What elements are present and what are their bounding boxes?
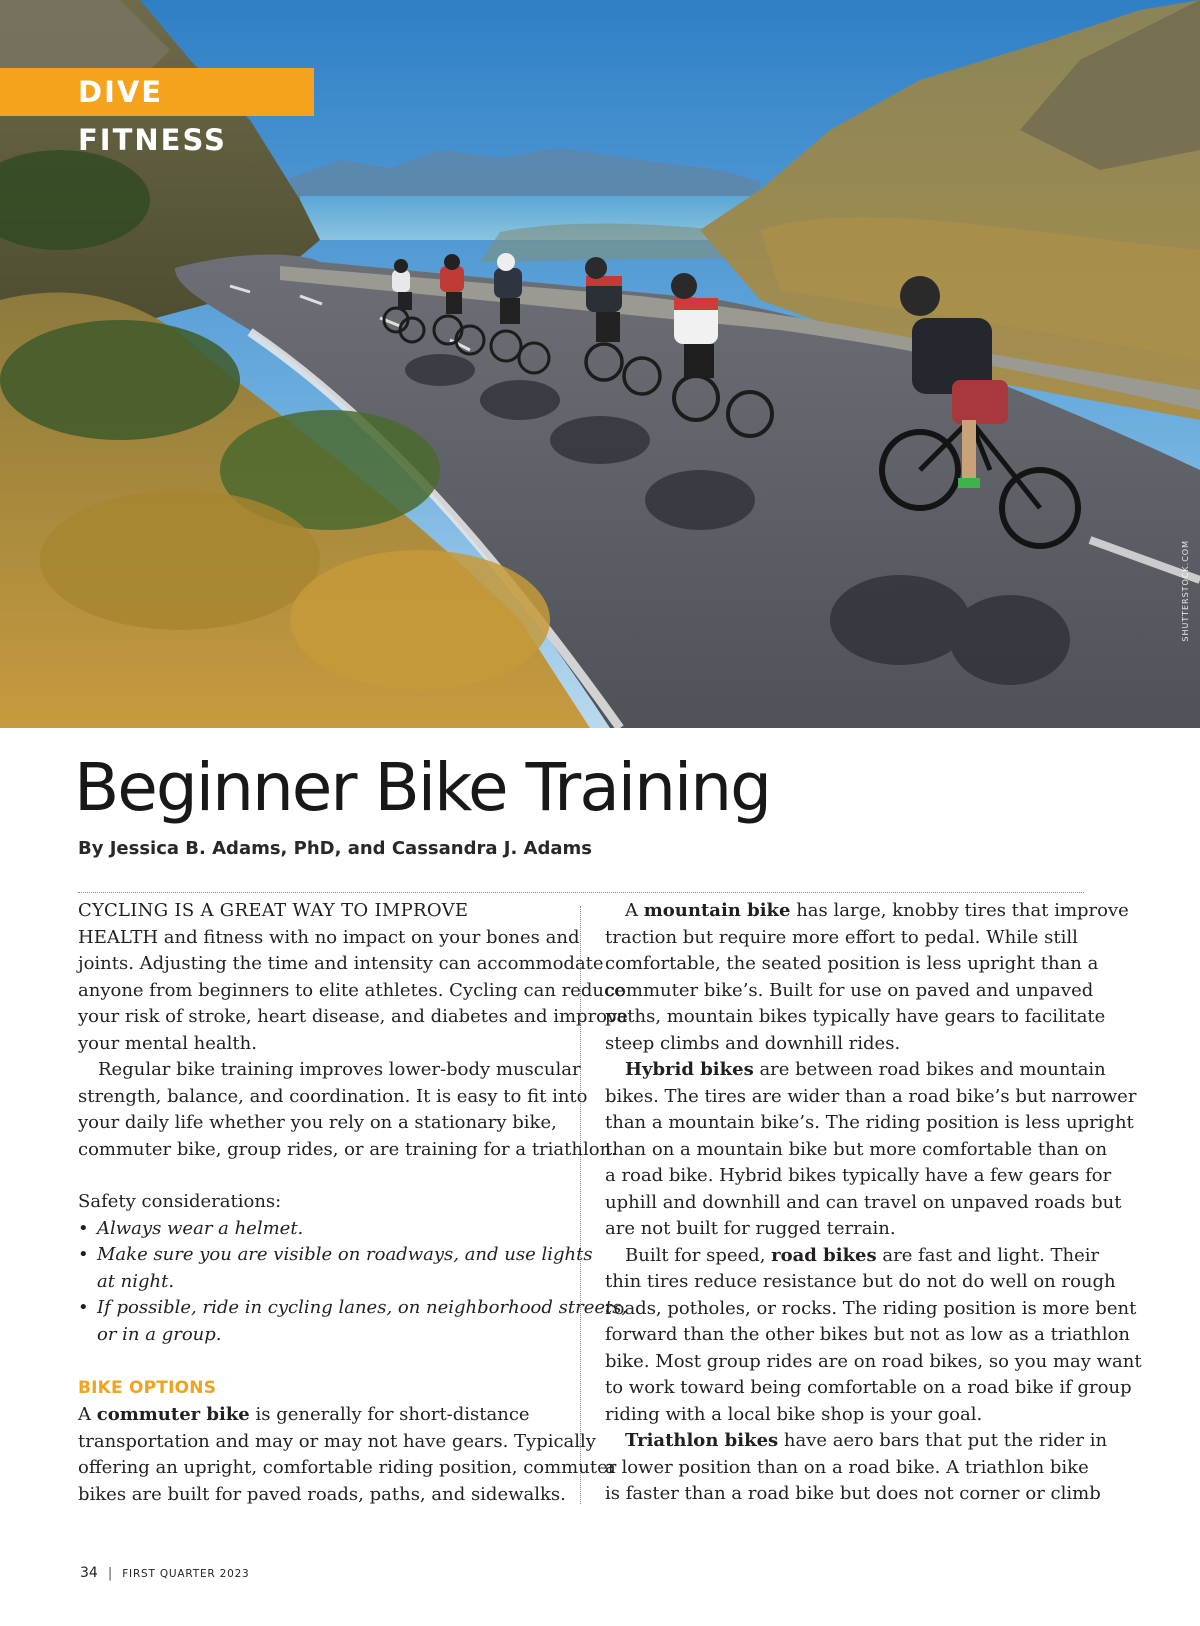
- safety-item: [78, 1295, 628, 1322]
- spacer: [78, 1348, 562, 1374]
- paragraph-line: [605, 1057, 1106, 1084]
- article-byline: By Jessica B. Adams, PhD, and Cassandra J. Adams: [78, 838, 592, 859]
- text-run: are fast and light. Their: [876, 1244, 1100, 1266]
- safety-item-text: at night.: [97, 1270, 175, 1292]
- paragraph-line: strength, balance, and coordination. It is easy to fit into: [78, 1085, 588, 1107]
- text-run: is generally for short-distance: [249, 1404, 530, 1425]
- safety-list: [78, 1216, 628, 1349]
- paragraph-line: paths, mountain bikes typically have gears to facilitate: [605, 1006, 1106, 1027]
- paragraph-line: a lower position than on a road bike. A triathlon bike: [605, 1456, 1089, 1478]
- text-run: A: [78, 1404, 97, 1425]
- paragraph-line: [78, 1402, 562, 1429]
- paragraph-line: commuter bike, group rides, or are training for a triathlon.: [78, 1138, 617, 1160]
- paragraph-line: uphill and downhill and can travel on unpaved roads but: [605, 1191, 1122, 1213]
- paragraph-line: roads, potholes, or rocks. The riding position is more bent: [605, 1297, 1137, 1319]
- paragraph-line: comfortable, the seated position is less upright than a: [605, 953, 1099, 974]
- paragraph-line: riding with a local bike shop is your goal.: [605, 1403, 983, 1425]
- term-commuter-bike: commuter bike: [96, 1404, 250, 1425]
- paragraph-line: thin tires reduce resistance but do not do well on rough: [605, 1271, 1116, 1292]
- page-footer: [80, 1562, 250, 1581]
- page-number: 34: [80, 1565, 98, 1581]
- text-run: Built for speed,: [625, 1244, 772, 1266]
- safety-label: Safety considerations:: [78, 1191, 282, 1212]
- intro-line: anyone from beginners to elite athletes. Cycling can reduce: [78, 979, 625, 1001]
- safety-item-text: or in a group.: [97, 1323, 222, 1345]
- text-run: are between road bikes and mountain: [753, 1059, 1106, 1080]
- paragraph-line: bikes are built for paved roads, paths, and sidewalks.: [78, 1483, 566, 1505]
- paragraph-line: than on a mountain bike but more comfortable than on: [605, 1138, 1108, 1160]
- paragraph-line: [605, 1243, 1100, 1270]
- intro-line: CYCLING IS A GREAT WAY TO IMPROVE: [78, 900, 469, 921]
- photo-credit: SHUTTERSTOCK.COM: [1181, 540, 1190, 642]
- issue-label: FIRST QUARTER 2023: [122, 1568, 250, 1580]
- paragraph-line: commuter bike’s. Built for use on paved and unpaved: [605, 979, 1094, 1001]
- safety-item-text: Make sure you are visible on roadways, and use lights: [97, 1244, 593, 1265]
- paragraph-line: [605, 898, 1129, 925]
- bullet-icon: •: [78, 1297, 89, 1318]
- right-column: [605, 898, 1142, 1508]
- paragraph-line: offering an upright, comfortable riding position, commuter: [78, 1457, 617, 1478]
- text-run: have aero bars that put the rider in: [778, 1430, 1108, 1451]
- text-run: A: [625, 900, 644, 921]
- paragraph-line: a road bike. Hybrid bikes typically have a few gears for: [605, 1165, 1112, 1186]
- intro-line: your mental health.: [78, 1032, 257, 1054]
- hero-photo: [0, 0, 1200, 728]
- spacer: [78, 1163, 562, 1189]
- paragraph-line: your daily life whether you rely on a stationary bike,: [78, 1112, 557, 1133]
- paragraph-line: to work toward being comfortable on a road bike if group: [605, 1377, 1132, 1398]
- text-run: has large, knobby tires that improve: [790, 900, 1129, 921]
- term-hybrid-bikes: Hybrid bikes: [625, 1059, 754, 1080]
- safety-item-continued: [78, 1322, 562, 1349]
- paragraph-line: bike. Most group rides are on road bikes, so you may want: [605, 1350, 1142, 1372]
- safety-item-text: Always wear a helmet.: [97, 1217, 304, 1239]
- intro-line: HEALTH and fitness with no impact on your bones and: [78, 926, 580, 948]
- safety-item-continued: [78, 1269, 562, 1296]
- term-road-bikes: road bikes: [771, 1244, 877, 1266]
- paragraph-line: than a mountain bike’s. The riding position is less upright: [605, 1112, 1134, 1133]
- term-triathlon-bikes: Triathlon bikes: [625, 1430, 779, 1451]
- section-tag: DIVE FITNESS: [0, 68, 314, 116]
- intro-line: joints. Adjusting the time and intensity can accommodate: [78, 953, 604, 974]
- paragraph-line: bikes. The tires are wider than a road bike’s but narrower: [605, 1085, 1137, 1107]
- left-column: [78, 898, 628, 1508]
- paragraph-line: are not built for rugged terrain.: [605, 1218, 896, 1239]
- bullet-icon: •: [78, 1217, 89, 1239]
- footer-separator: |: [107, 1566, 113, 1581]
- bike-options-heading: BIKE OPTIONS: [78, 1378, 217, 1398]
- paragraph-line: forward than the other bikes but not as low as a triathlon: [605, 1324, 1130, 1345]
- header-divider: [78, 892, 1084, 893]
- safety-item: [78, 1216, 562, 1243]
- paragraph-line: Regular bike training improves lower-body muscular: [98, 1059, 581, 1080]
- paragraph-line: is faster than a road bike but does not corner or climb: [605, 1483, 1101, 1504]
- safety-item-text: If possible, ride in cycling lanes, on neighborhood streets,: [97, 1297, 628, 1318]
- paragraph-line: traction but require more effort to pedal. While still: [605, 926, 1078, 948]
- term-mountain-bike: mountain bike: [643, 900, 791, 921]
- paragraph-line: transportation and may or may not have gears. Typically: [78, 1430, 596, 1452]
- safety-item: [78, 1242, 593, 1269]
- bullet-icon: •: [78, 1244, 89, 1265]
- paragraph-line: steep climbs and downhill rides.: [605, 1032, 901, 1054]
- intro-line: your risk of stroke, heart disease, and diabetes and improve: [78, 1006, 628, 1027]
- paragraph-line: [605, 1428, 1108, 1455]
- article-title: Beginner Bike Training: [74, 749, 770, 826]
